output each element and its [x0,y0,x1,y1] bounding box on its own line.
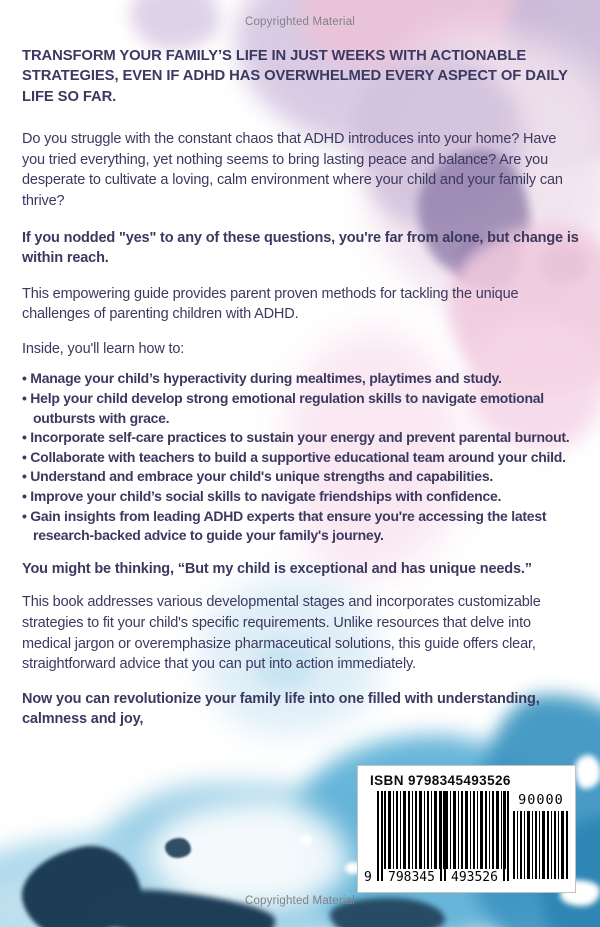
ean13-barcode [364,791,503,886]
paragraph-addresses: This book addresses various developmental stages and incorporates customizable strategies to fit your child's specific requirements. Unlike resources that delve into medical jargon or overemphasize pharmaceutical solutions, this guide offers clear, straightforward advice that you can put into action immediately. [22,594,541,673]
benefits-list [22,369,580,545]
benefit-item: • Manage your child’s hyperactivity during mealtimes, playtimes and study. [22,369,580,389]
benefit-item: • Gain insights from leading ADHD experts that ensure you're accessing the latest research-backed advice to guide your family's journey. [22,507,580,546]
supplemental-barcode [513,791,569,886]
benefit-item: • Help your child develop strong emotional regulation skills to navigate emotional outbursts with grace. [22,389,580,428]
barcode-guard-bar [444,791,446,881]
barcode-digits [364,869,503,885]
price-code: 90000 [518,792,564,808]
benefit-item: • Collaborate with teachers to build a supportive educational team around your child. [22,448,580,468]
white-splatter [575,755,600,789]
paragraph-objection: You might be thinking, “But my child is exceptional and has unique needs.” [22,560,532,577]
supplemental-bars-icon [513,811,569,879]
barcode-row [358,791,575,886]
barcode-guard-bar [507,791,509,881]
barcode-digit-group: 9 [364,870,372,885]
paragraph-guide: This empowering guide provides parent proven methods for tackling the unique challenges of parenting children with ADHD. [22,285,519,323]
watermark-bottom: Copyrighted Material [244,895,356,907]
barcode-guard-bar [440,791,442,881]
barcode-guard-bar [381,791,383,881]
paragraph-learn-intro: Inside, you'll learn how to: [22,340,185,357]
barcode-digit-group: 798345 [388,870,435,885]
paragraph-nodded-yes: If you nodded "yes" to any of these questions, you're far from alone, but change is within reach. [22,229,579,267]
headline: TRANSFORM YOUR FAMILY’S LIFE IN JUST WEEKS WITH ACTIONABLE STRATEGIES, EVEN IF ADHD HAS OVERWHELMED EVERY ASPECT OF DAILY LIFE SO FAR. [22,48,568,105]
back-cover-text [22,46,580,730]
barcode-guard-bar [503,791,505,881]
benefit-item: • Understand and embrace your child's unique strengths and capabilities. [22,467,580,487]
watermark-top: Copyrighted Material [244,16,356,28]
watercolor-navy-splotch [165,838,191,858]
benefit-item: • Improve your child’s social skills to navigate friendships with confidence. [22,487,580,507]
benefit-item: • Incorporate self-care practices to sustain your energy and prevent parental burnout. [22,428,580,448]
isbn-label: ISBN 9798345493526 [370,773,511,788]
isbn-barcode-block [357,765,576,893]
barcode-digit-group: 493526 [451,870,498,885]
paragraph-closing: Now you can revolutionize your family life into one filled with understanding, calmness and joy, [22,690,540,728]
barcode-guard-bar [377,791,379,881]
paragraph-questions: Do you struggle with the constant chaos that ADHD introduces into your home? Have you tried everything, yet nothing seems to bring lasting peace and balance? Are you desperate to cultivate a loving, calm environment where your child and your family can thrive? [22,131,563,209]
barcode-bars-icon [377,791,509,869]
